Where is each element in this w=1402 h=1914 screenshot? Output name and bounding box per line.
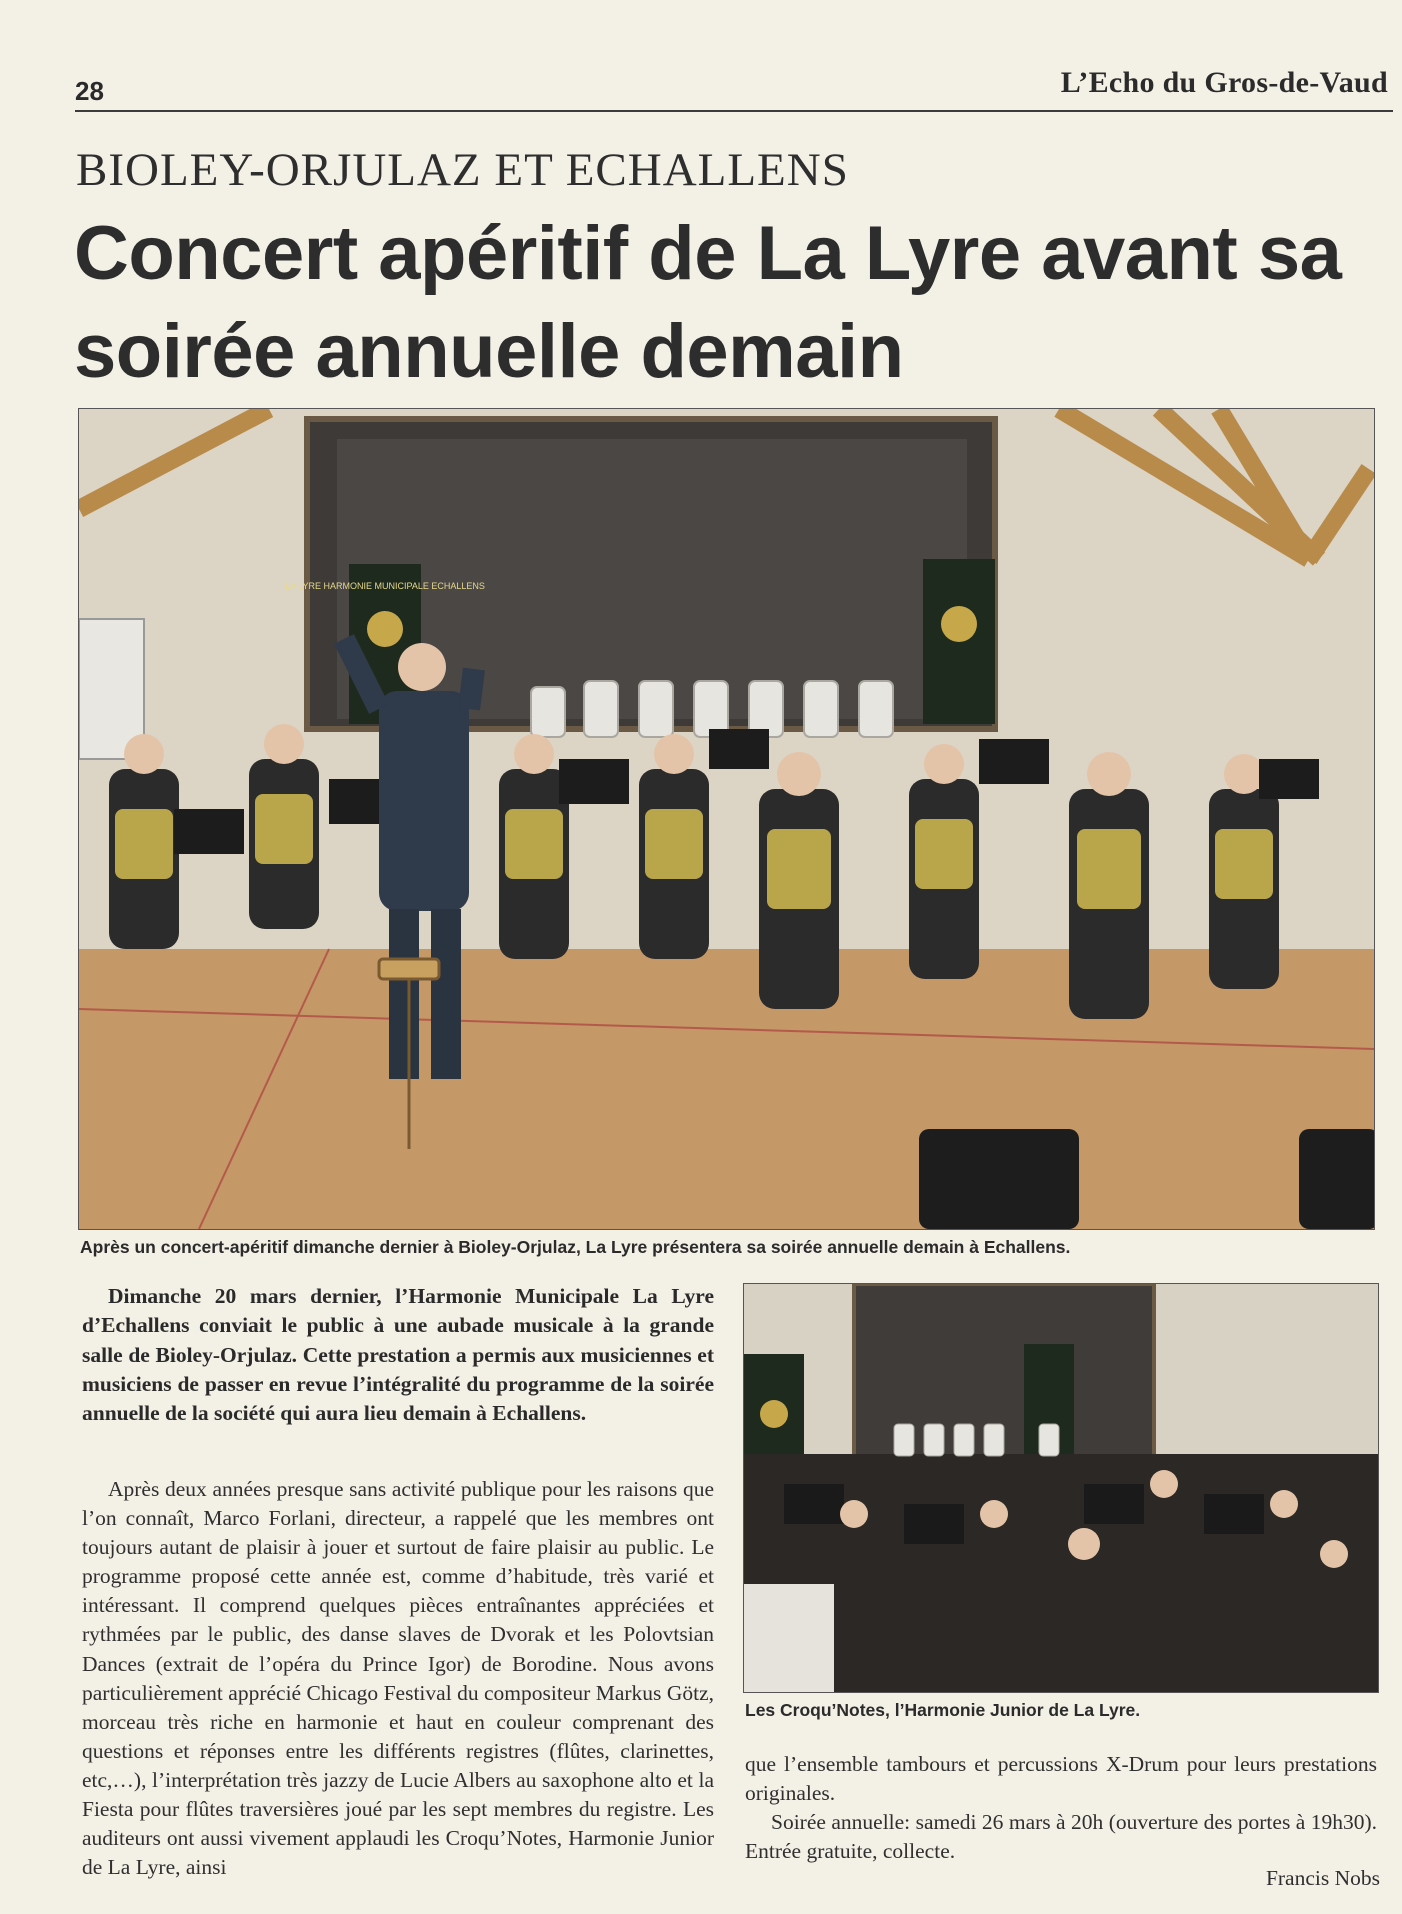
masthead: L’Echo du Gros-de-Vaud — [1060, 66, 1388, 99]
article-lead: Dimanche 20 mars dernier, l’Harmonie Municipale La Lyre d’Echallens conviait le public à une aubade musicale à la grande salle de Bioley-Orjulaz. Cette prestation a permis aux musiciennes et musiciens de passer en revue l’intégralité du programme de la soirée annuelle de la société qui aura lieu demain à Echallens. — [82, 1284, 714, 1426]
article-kicker: BIOLEY-ORJULAZ ET ECHALLENS — [76, 144, 849, 196]
article-body-right — [745, 1750, 1377, 1866]
page-number: 28 — [75, 76, 104, 106]
top-rule — [75, 110, 1393, 112]
second-photo-caption: Les Croqu’Notes, l’Harmonie Junior de La Lyre. — [745, 1700, 1141, 1720]
main-photo-illustration — [79, 409, 1374, 1229]
article-body-right-p1: que l’ensemble tambours et percussions X-Drum pour leurs prestations originales. — [745, 1752, 1377, 1806]
main-photo — [78, 408, 1375, 1230]
article-body-left: Après deux années presque sans activité publique pour les raisons que l’on connaît, Marco Forlani, directeur, a rappelé que les membres ont toujours autant de plaisir à jouer et surtout de faire plaisir au public. Le programme proposé cette année est, comme d’habitude, très varié et intéressant. Il comprend quelques pièces entraînantes appréciées et rythmées par le public, des danse slaves de Dvorak et les Polovtsian Dances (extrait de l’opéra du Prince Igor) de Borodine. Nous avons particulièrement apprécié Chicago Festival du compositeur Markus Götz, morceau très riche en harmonie et haut en couleur comprenant des questions et réponses entre les différents registres (flûtes, clarinettes, etc,…), l’interprétation très jazzy de Lucie Albers au saxophone alto et la Fiesta pour flûtes traversières joué par les sept membres du registre. Les auditeurs ont aussi vivement applaudi les Croqu’Notes, Harmonie Junior de La Lyre, ainsi — [82, 1477, 714, 1880]
article-byline: Francis Nobs — [1265, 1866, 1380, 1890]
main-photo-caption: Après un concert-apéritif dimanche dernier à Bioley-Orjulaz, La Lyre présentera sa soirée annuelle demain à Echallens. — [80, 1237, 1071, 1257]
banner-left-text: LA LYRE HARMONIE MUNICIPALE ECHALLENS — [285, 581, 485, 591]
article-headline: Concert apéritif de La Lyre avant sa soirée annuelle demain — [74, 211, 1342, 394]
second-photo — [743, 1283, 1379, 1693]
article-body-right-p2: Soirée annuelle: samedi 26 mars à 20h (ouverture des portes à 19h30). Entrée gratuite, collecte. — [745, 1810, 1377, 1864]
second-photo-illustration — [744, 1284, 1378, 1692]
